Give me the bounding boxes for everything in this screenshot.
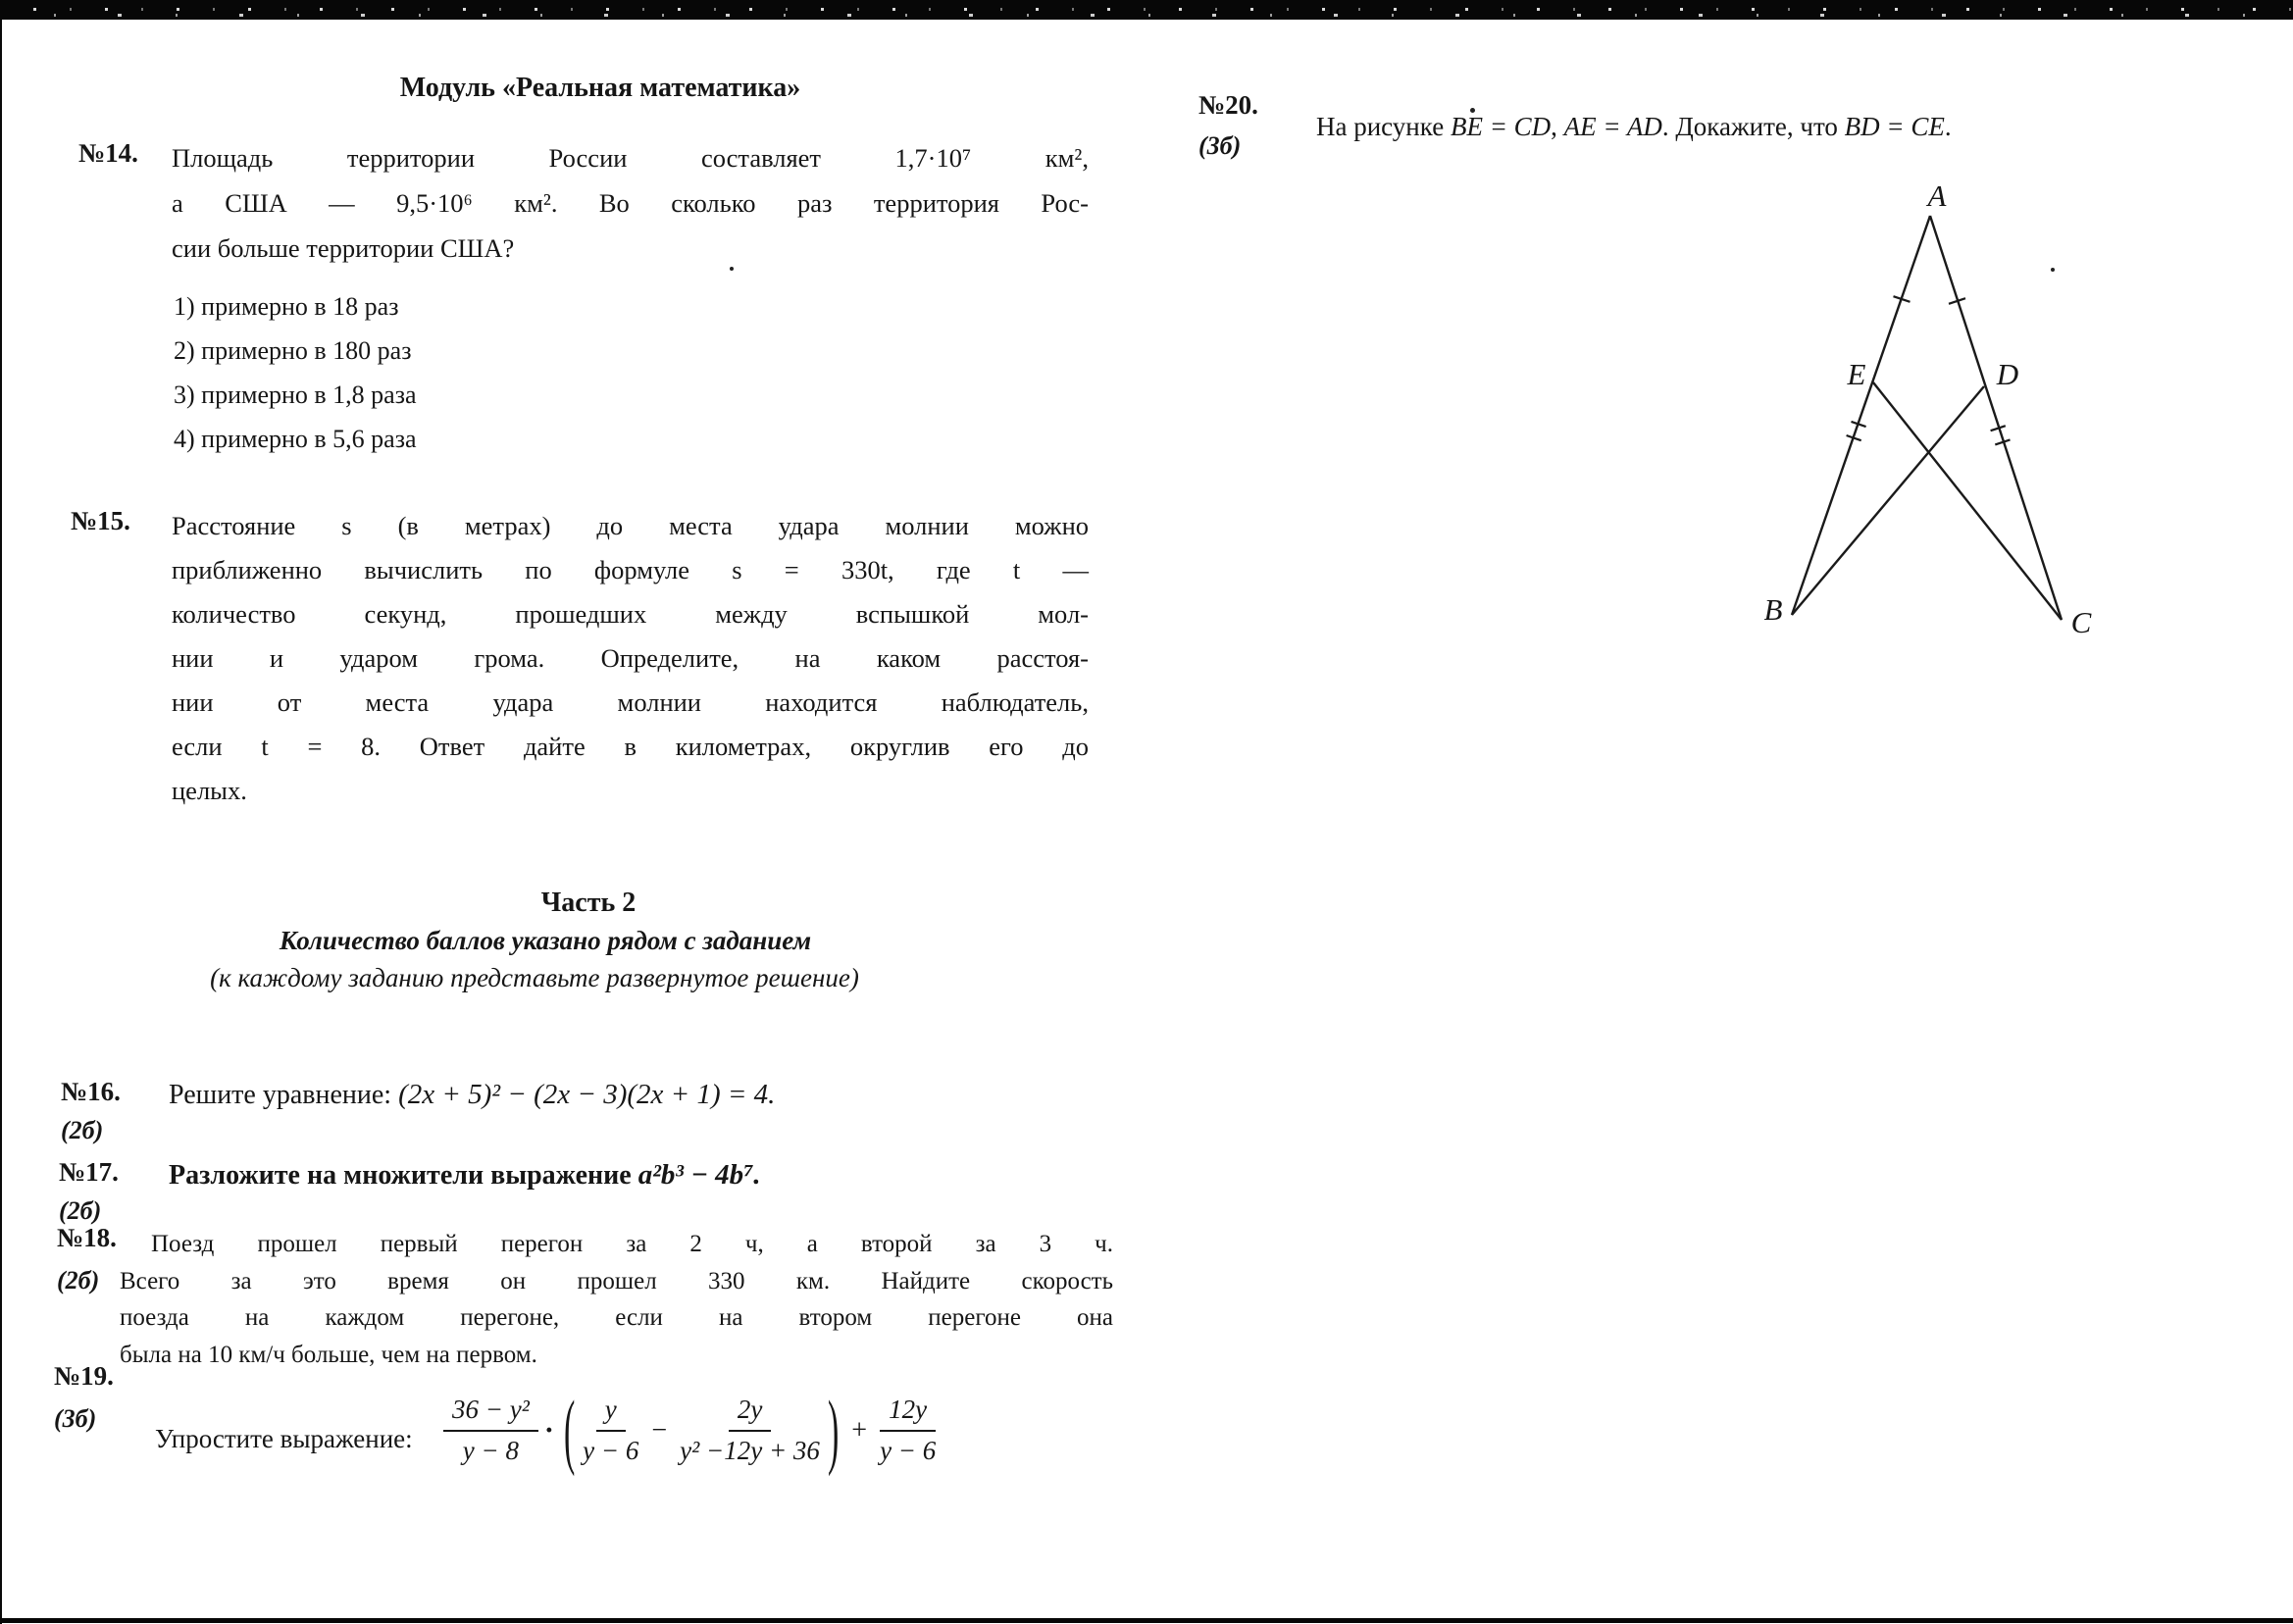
text-line: если t = 8. Ответ дайте в километрах, округлив его до	[172, 732, 1089, 761]
problem-17-text	[169, 1159, 761, 1192]
answer-option: 3) примерно в 1,8 раза	[174, 381, 417, 409]
numerator: y	[596, 1394, 626, 1432]
answer-option: 4) примерно в 5,6 раза	[174, 425, 417, 453]
text-line: была на 10 км/ч больше, чем на первом.	[120, 1341, 537, 1368]
text-line: сии больше территории США?	[172, 233, 515, 263]
text-line: количество секунд, прошедших между вспышкой мол-	[172, 599, 1089, 629]
text-line: нии и ударом грома. Определите, на каком расстоя-	[172, 643, 1089, 673]
text-line: Площадь территории России составляет 1,7·10⁷ км²,	[172, 143, 1089, 173]
task-label: Решите уравнение:	[169, 1080, 399, 1110]
minus-sign: −	[651, 1415, 668, 1446]
problem-15-number: №15.	[71, 506, 130, 535]
segment-EC	[1873, 382, 2062, 620]
denominator: y² −12y + 36	[680, 1436, 820, 1465]
problem-18-number: №18.	[57, 1223, 117, 1252]
fraction	[443, 1394, 538, 1468]
right-paren: )	[827, 1382, 840, 1478]
scan-noise-speckles	[0, 8, 2293, 11]
numerator: 36 − y²	[443, 1394, 538, 1432]
problem-17-number: №17.	[59, 1157, 119, 1187]
problem-16-points: (2б)	[61, 1116, 104, 1144]
text-line: Поезд прошел первый перегон за 2 ч, а второй за 3 ч.	[151, 1231, 1113, 1257]
text-line: приближенно вычислить по формуле s = 330t, где t —	[172, 555, 1089, 584]
task-label: Разложите на множители выражение	[169, 1160, 638, 1191]
text-line: а США — 9,5·10⁶ км². Во сколько раз территория Рос-	[172, 188, 1089, 218]
numerator: 2y	[729, 1394, 771, 1432]
denominator: y − 6	[880, 1436, 937, 1465]
scan-border-left	[0, 20, 2, 1624]
text-line: Расстояние s (в метрах) до места удара молнии можно	[172, 511, 1089, 540]
vertex-label-D: D	[1996, 357, 2019, 391]
geometry-figure-triangle	[1716, 167, 2109, 667]
fraction	[579, 1394, 642, 1468]
segment-AC	[1930, 216, 2062, 620]
vertex-label-B: B	[1763, 592, 1783, 627]
problem-19-points: (3б)	[54, 1404, 97, 1433]
fraction	[676, 1394, 824, 1468]
problem-14-number: №14.	[78, 138, 138, 168]
problem-19-number: №19.	[54, 1361, 114, 1391]
text-run: . Докажите, что	[1661, 112, 1845, 141]
math-run: BE = CD	[1450, 112, 1552, 141]
text-line: Всего за это время он прошел 330 км. Найдите скорость	[120, 1267, 1113, 1294]
module-title: Модуль «Реальная математика»	[399, 73, 801, 103]
answer-option: 1) примерно в 18 раз	[174, 292, 399, 321]
problem-14-text	[172, 135, 1089, 271]
denominator: y − 6	[583, 1436, 639, 1465]
problem-16-number: №16.	[61, 1077, 121, 1106]
plus-sign: +	[851, 1415, 868, 1446]
segment-AB	[1792, 216, 1930, 615]
multiply-dot: ·	[543, 1414, 554, 1446]
text-run: На рисунке	[1316, 112, 1451, 141]
problem-14-options	[174, 284, 417, 461]
segment-DB	[1792, 386, 1984, 615]
scan-border-top	[0, 0, 2293, 20]
text-line: целых.	[172, 776, 247, 805]
problem-20-points: (3б)	[1198, 131, 1242, 160]
problem-19-expression	[443, 1377, 940, 1485]
left-paren: (	[563, 1382, 576, 1478]
text-run: ,	[1551, 112, 1564, 141]
text-run: .	[1944, 112, 1952, 141]
scan-noise-speckles	[0, 14, 2293, 17]
answer-option: 2) примерно в 180 раз	[174, 336, 412, 365]
problem-18-points: (2б)	[57, 1266, 100, 1294]
math-run: AE = AD	[1563, 112, 1662, 141]
problem-15-text	[172, 504, 1089, 813]
problem-20-number: №20.	[1198, 90, 1258, 120]
problem-18-text	[120, 1226, 1113, 1373]
task-label: Упростите выражение:	[155, 1424, 413, 1453]
text-line: нии от места удара молнии находится наблюдатель,	[172, 687, 1089, 717]
problem-17-points: (2б)	[59, 1196, 102, 1225]
numerator: 12y	[880, 1394, 936, 1432]
problem-16-text	[169, 1079, 775, 1111]
part2-subtitle: Количество баллов указано рядом с заданием	[279, 926, 812, 955]
problem-20-text	[1316, 112, 1952, 142]
fraction	[876, 1394, 940, 1468]
vertex-label-E: E	[1847, 357, 1866, 391]
vertex-label-C: C	[2070, 605, 2092, 639]
text-line: поезда на каждом перегоне, если на втором перегоне она	[120, 1304, 1113, 1331]
scan-border-bottom	[0, 1618, 2293, 1623]
part2-subtitle-note: (к каждому заданию представьте развернутое решение)	[210, 963, 859, 992]
math-run: BD = CE	[1844, 112, 1945, 141]
vertex-label-A: A	[1927, 178, 1947, 213]
part2-heading: Часть 2	[540, 888, 637, 918]
equation: (2x + 5)² − (2x − 3)(2x + 1) = 4.	[398, 1079, 776, 1110]
expression: a²b³ − 4b⁷.	[637, 1159, 761, 1191]
denominator: y − 8	[462, 1436, 520, 1465]
